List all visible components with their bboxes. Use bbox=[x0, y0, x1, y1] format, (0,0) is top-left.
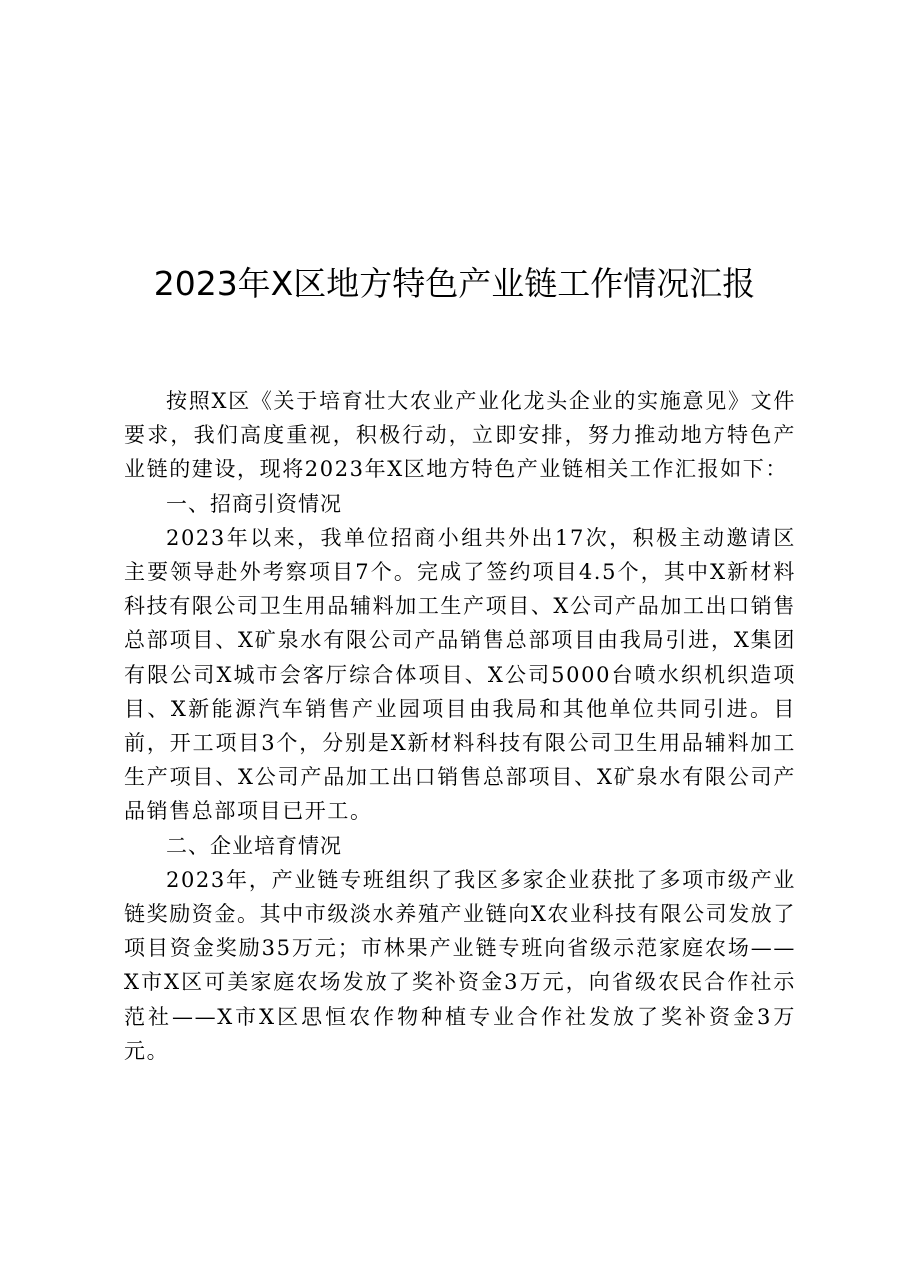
section-heading-investment: 一、招商引资情况 bbox=[166, 491, 342, 516]
document-body bbox=[124, 384, 796, 1068]
section-heading-enterprise: 二、企业培育情况 bbox=[166, 833, 342, 858]
intro-paragraph: 按照X区《关于培育壮大农业产业化龙头企业的实施意见》文件要求，我们高度重视，积极行动，立即安排，努力推动地方特色产业链的建设，现将2023年X区地方特色产业链相关工作汇报如下： bbox=[124, 389, 796, 482]
section-paragraph-investment: 2023年以来，我单位招商小组共外出17次，积极主动邀请区主要领导赴外考察项目7个。完成了签约项目4.5个，其中X新材料科技有限公司卫生用品辅料加工生产项目、X公司产品加工出口销售总部项目、X矿泉水有限公司产品销售总部项目由我局引进，X集团有限公司X城市会客厅综合体项目、X公司5000台喷水织机织造项目、X新能源汽车销售产业园项目由我局和其他单位共同引进。目前，开工项目3个，分别是X新材料科技有限公司卫生用品辅料加工生产项目、X公司产品加工出口销售总部项目、X矿泉水有限公司产品销售总部项目已开工。 bbox=[124, 525, 796, 824]
document-title: 2023年X区地方特色产业链工作情况汇报 bbox=[153, 264, 756, 303]
section-paragraph-enterprise: 2023年，产业链专班组织了我区多家企业获批了多项市级产业链奖励资金。其中市级淡水养殖产业链向X农业科技有限公司发放了项目资金奖励35万元；市林果产业链专班向省级示范家庭农场——X市X区可美家庭农场发放了奖补资金3万元，向省级农民合作社示范社——X市X区思恒农作物种植专业合作社发放了奖补资金3万元。 bbox=[124, 867, 796, 1063]
